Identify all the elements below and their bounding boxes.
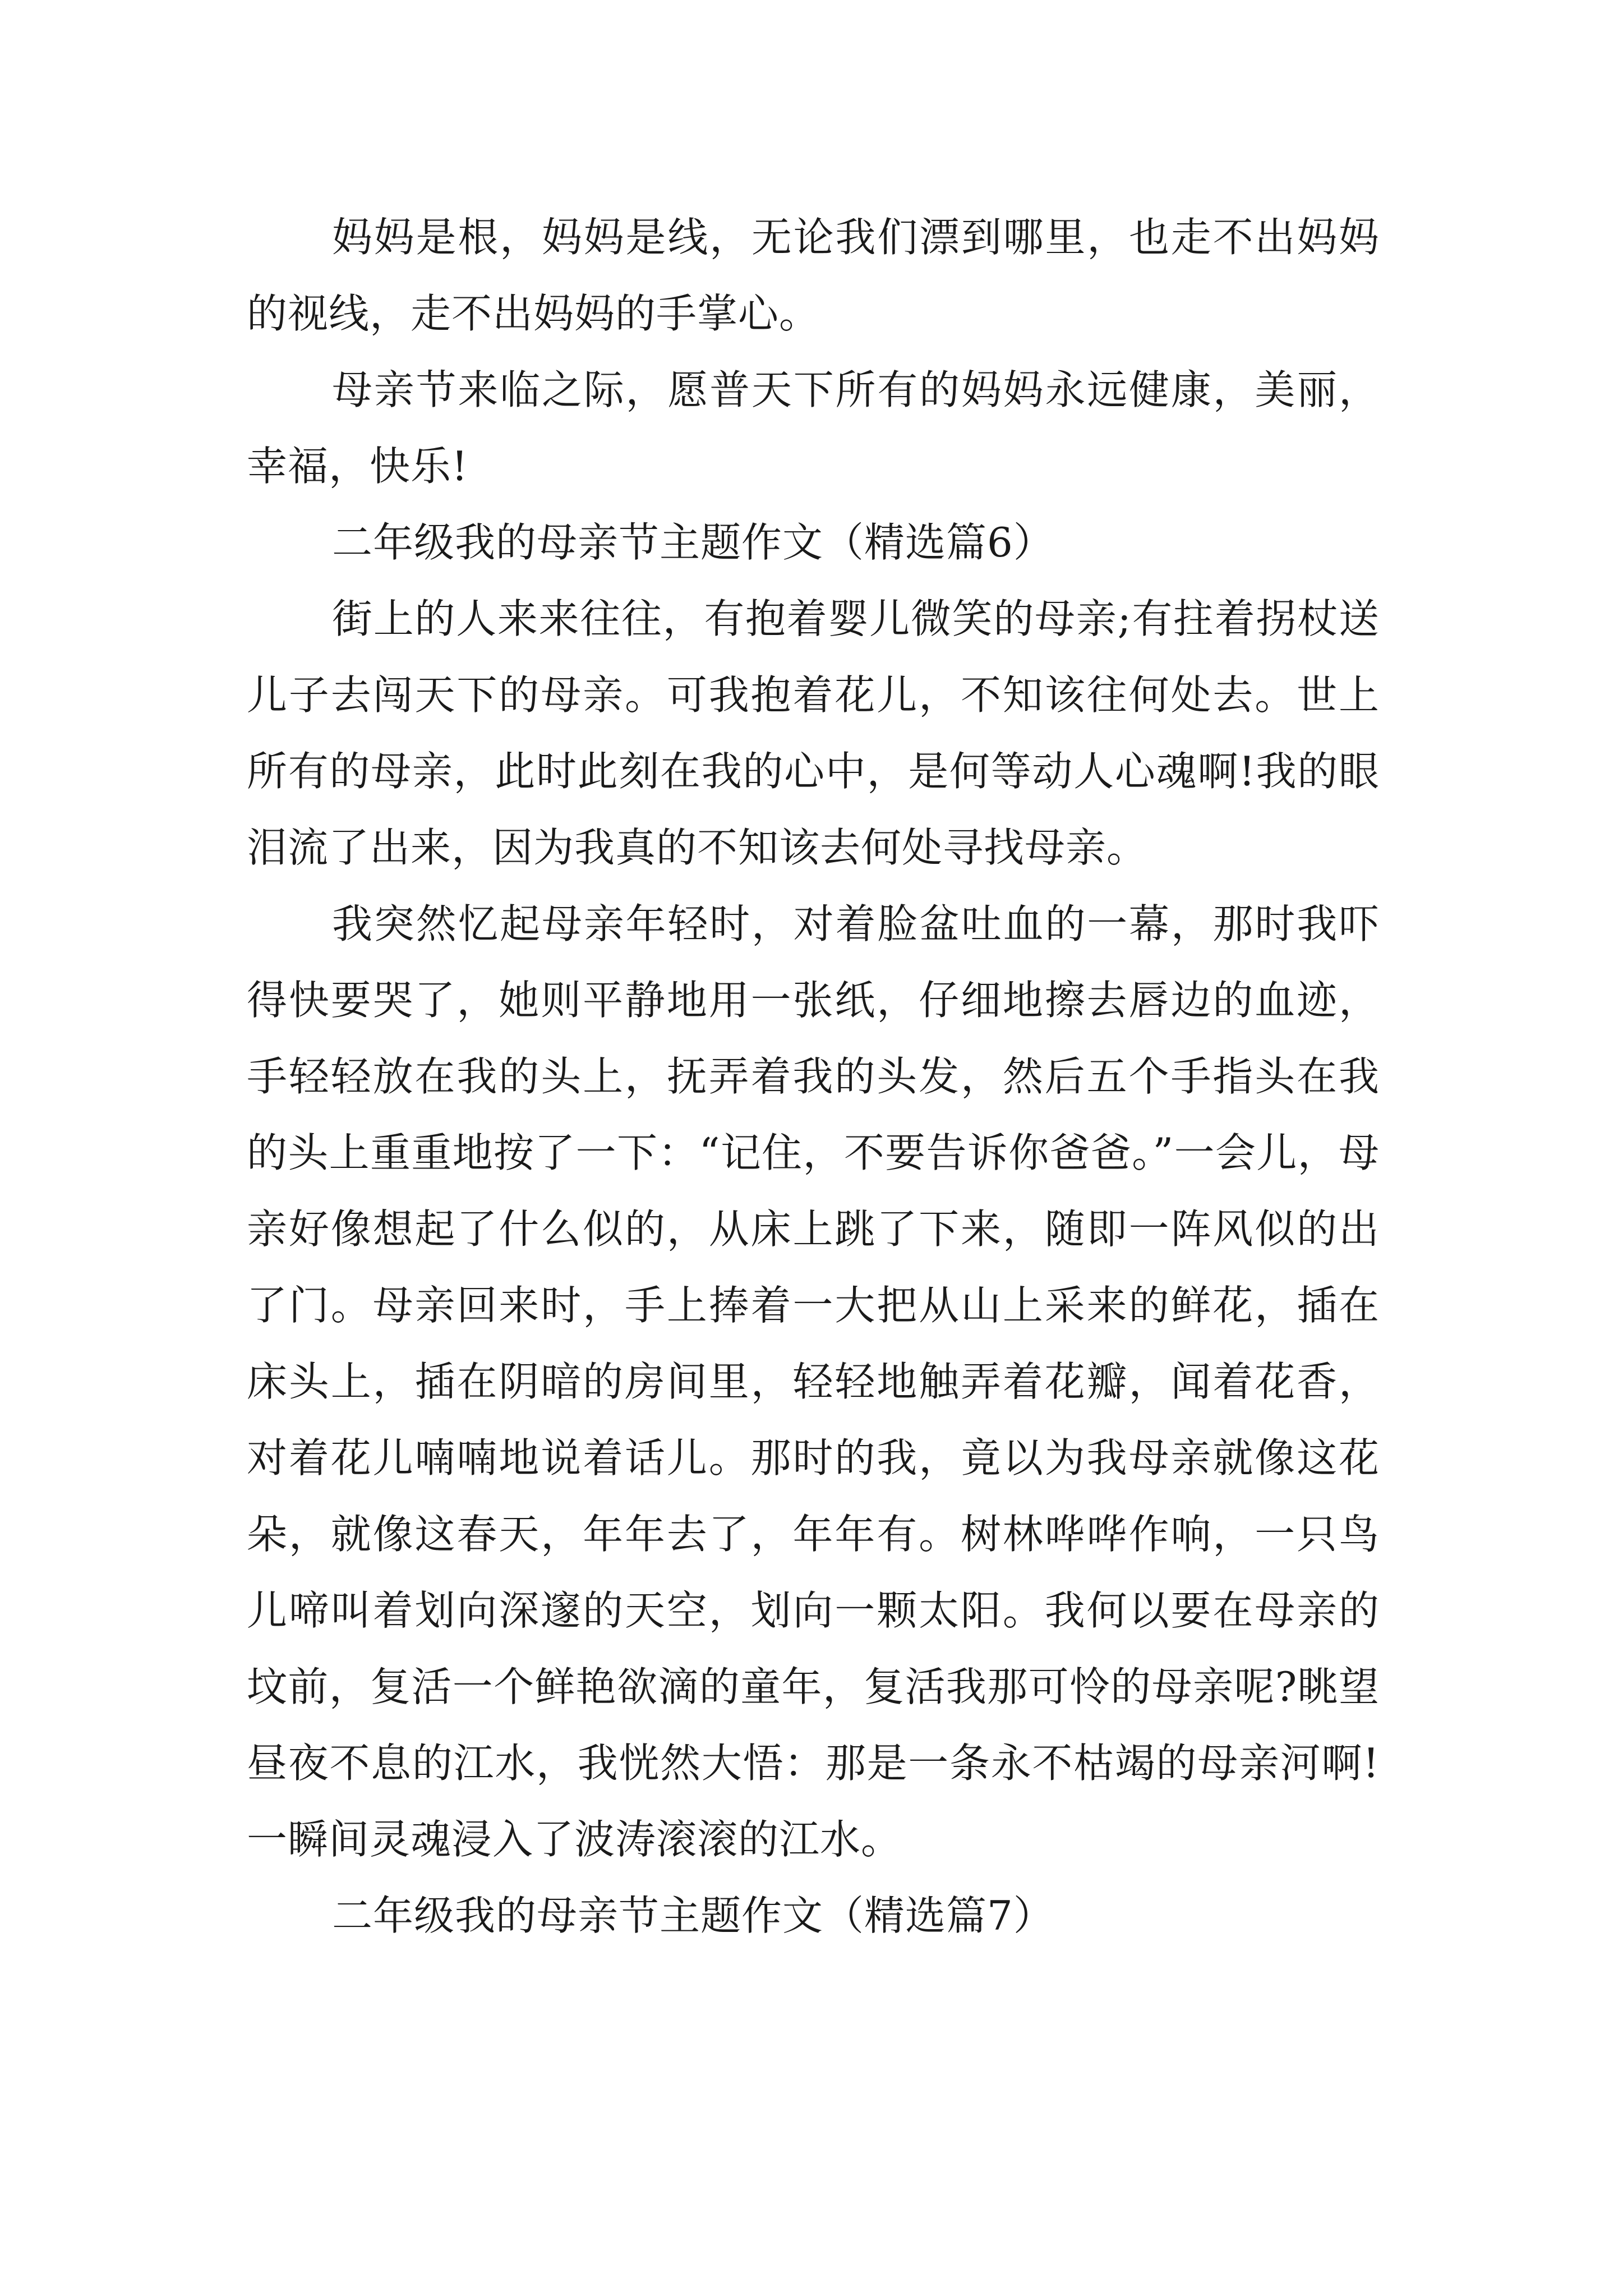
section-heading: 二年级我的母亲节主题作文（精选篇6） [332, 519, 1054, 566]
paragraph: 我突然忆起母亲年轻时，对着脸盆吐血的一幕，那时我吓得快要哭了，她则平静地用一张纸，仔细地擦去唇边的血迹，手轻轻放在我的头上，抚弄着我的头发，然后五个手指头在我的头上重重地按了一下：“记住，不要告诉你爸爸。”一会儿，母亲好像想起了什么似的，从床上跳了下来，随即一阵风似的出了门。母亲回来时，手上捧着一大把从山上采来的鲜花，插在床头上，插在阴暗的房间里，轻轻地触弄着花瓣，闻着花香，对着花儿喃喃地说着话儿。那时的我，竟以为我母亲就像这花朵，就像这春天，年年去了，年年有。树林哗哗作响，一只鸟儿啼叫着划向深邃的天空，划向一颗太阳。我何以要在母亲的坟前，复活一个鲜艳欲滴的童年，复活我那可怜的母亲呢?眺望昼夜不息的江水，我恍然大悟：那是一条永不枯竭的母亲河啊!一瞬间灵魂浸入了波涛滚滚的江水。 [247, 900, 1380, 1863]
paragraph: 母亲节来临之际，愿普天下所有的妈妈永远健康，美丽，幸福，快乐! [247, 366, 1380, 490]
paragraph: 街上的人来来往往，有抱着婴儿微笑的母亲;有拄着拐杖送儿子去闯天下的母亲。可我抱着花儿，不知该往何处去。世上所有的母亲，此时此刻在我的心中，是何等动人心魂啊!我的眼泪流了出来，因为我真的不知该去何处寻找母亲。 [247, 595, 1380, 871]
paragraph: 妈妈是根，妈妈是线，无论我们漂到哪里，也走不出妈妈的视线，走不出妈妈的手掌心。 [247, 214, 1380, 337]
document-body [247, 199, 1380, 1954]
section-heading: 二年级我的母亲节主题作文（精选篇7） [332, 1892, 1054, 1939]
